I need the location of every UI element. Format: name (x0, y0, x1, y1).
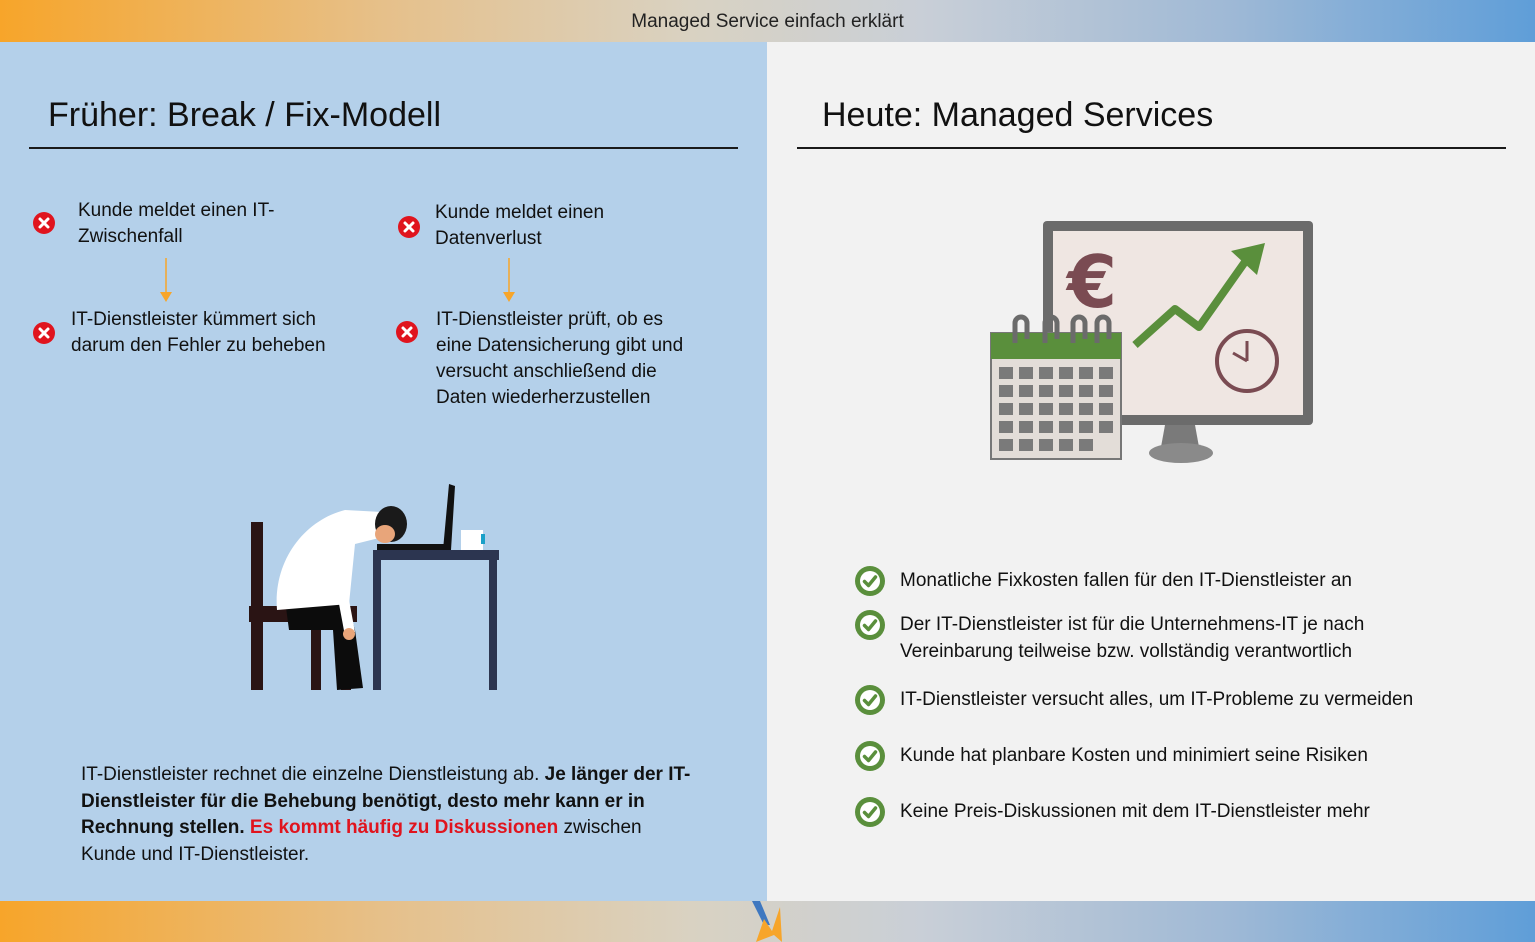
managed-services-illustration (985, 215, 1320, 475)
svg-text:€: € (1067, 240, 1118, 324)
paragraph-text: IT-Dienstleister rechnet die einzelne Dienstleistung ab. (81, 764, 545, 785)
check-item-3 (900, 686, 1500, 713)
paragraph-red-text: Es kommt häufig zu Diskussionen (249, 817, 559, 838)
check-item-1 (900, 567, 1500, 594)
check-item-5-line1: Keine Preis-Diskussionen mit dem IT-Dienstleister mehr (900, 801, 1370, 822)
col2-step1 (435, 200, 604, 252)
col1-step2-line2: darum den Fehler zu beheben (71, 335, 326, 356)
x-circle-icon (398, 216, 420, 238)
x-circle-icon (33, 322, 55, 344)
check-item-1-line1: Monatliche Fixkosten fallen für den IT-Dienstleister an (900, 570, 1352, 591)
check-item-3-line1: IT-Dienstleister versucht alles, um IT-Probleme zu vermeiden (900, 689, 1414, 710)
check-item-2 (900, 611, 1500, 665)
left-divider (29, 147, 738, 149)
check-circle-icon (854, 684, 886, 716)
right-heading: Heute: Managed Services (822, 96, 1214, 134)
paragraph-bold-text: Je länger der IT-Dienstleister für die Behebung benötigt, desto mehr kann er in Rechnung stellen. (81, 764, 691, 838)
title-bar (0, 0, 1535, 42)
x-circle-icon (396, 321, 418, 343)
check-circle-icon (854, 609, 886, 641)
col2-step2-line3: versucht anschließend die (436, 361, 657, 382)
right-divider (797, 147, 1506, 149)
arrow-down-icon (502, 258, 516, 304)
logo-icon (750, 901, 784, 942)
check-item-2-line1: Der IT-Dienstleister ist für die Unternehmens-IT je nach (900, 614, 1365, 635)
col2-step1-line2: Datenverlust (435, 228, 542, 249)
left-heading: Früher: Break / Fix-Modell (48, 96, 441, 134)
check-circle-icon (854, 796, 886, 828)
check-item-5 (900, 798, 1500, 825)
col1-step1-line2: Zwischenfall (78, 226, 183, 247)
paragraph-end-text: zwischen Kunde und IT-Dienstleister. (81, 817, 642, 865)
col1-step2 (71, 307, 326, 359)
check-circle-icon (854, 740, 886, 772)
col1-step1 (78, 198, 274, 250)
col1-step2-line1: IT-Dienstleister kümmert sich (71, 309, 316, 330)
col2-step2-line1: IT-Dienstleister prüft, ob es (436, 309, 664, 330)
check-item-2-line2: Vereinbarung teilweise bzw. vollständig verantwortlich (900, 641, 1353, 662)
col2-step2 (436, 307, 683, 411)
x-circle-icon (33, 212, 55, 234)
col2-step1-line1: Kunde meldet einen (435, 202, 605, 223)
col2-step2-line2: eine Datensicherung gibt und (436, 335, 684, 356)
tired-worker-illustration (245, 480, 505, 695)
page-title: Managed Service einfach erklärt (631, 11, 904, 32)
col1-step1-line1: Kunde meldet einen IT- (78, 200, 275, 221)
check-circle-icon (854, 565, 886, 597)
check-item-4 (900, 742, 1500, 769)
col2-step2-line4: Daten wiederherzustellen (436, 387, 651, 408)
arrow-down-icon (159, 258, 173, 304)
check-item-4-line1: Kunde hat planbare Kosten und minimiert seine Risiken (900, 745, 1368, 766)
break-fix-paragraph (81, 762, 701, 868)
